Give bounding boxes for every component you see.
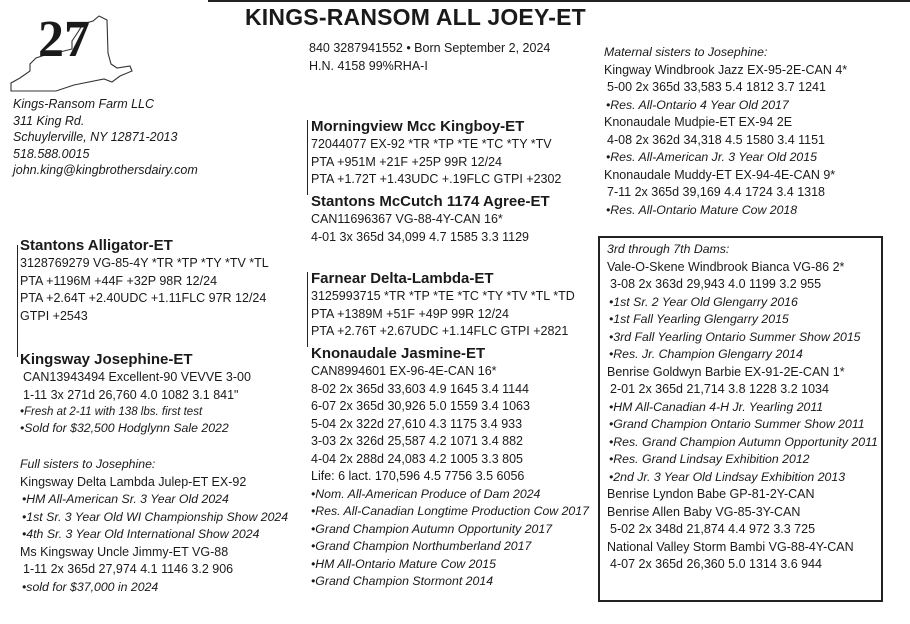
- dam-name: Kingsway Josephine-ET: [20, 351, 193, 368]
- ancestor-dam-line: 5-02 2x 348d 21,874 4.4 972 3.3 725: [610, 522, 816, 536]
- sire-sire-name: Stantons McCutch 1174 Agree-ET: [311, 193, 550, 210]
- granddam-line: Life: 6 lact. 170,596 4.5 7756 3.5 6056: [311, 469, 525, 483]
- full-sister-note: •sold for $37,000 in 2024: [22, 579, 159, 594]
- granddam-line: 4-04 2x 288d 24,083 4.2 1005 3.3 805: [311, 451, 523, 466]
- granddam-sire-line: PTA +1389M +51F +49P 99R 12/24: [311, 306, 509, 321]
- ancestor-dam-note: •2nd Jr. 3 Year Old Lindsay Exhibition 2013: [609, 469, 846, 484]
- dam-sire-line: 3128769279 VG-85-4Y *TR *TP *TY *TV *TL: [20, 256, 269, 270]
- full-sister-line: Kingsway Delta Lambda Julep-ET EX-92: [20, 474, 247, 489]
- maternal-sister-line: Knonaudale Muddy-ET EX-94-4E-CAN 9*: [604, 167, 836, 182]
- full-sister-note: •1st Sr. 3 Year Old WI Championship Show 2024: [22, 509, 289, 524]
- sire-sire-line: 4-01 3x 365d 34,099 4.7 1585 3.3 1129: [311, 229, 530, 244]
- maternal-sisters-block: [604, 44, 847, 219]
- maternal-sister-line: Knonaudale Mudpie-ET EX-94 2E: [604, 115, 793, 129]
- dams-block: [607, 241, 878, 574]
- dam-note: •Fresh at 2-11 with 138 lbs. first test: [20, 406, 203, 418]
- ancestor-dam-note: •1st Sr. 2 Year Old Glengarry 2016: [609, 294, 798, 309]
- full-sisters-block: [20, 456, 288, 596]
- full-sisters-list: [20, 474, 288, 597]
- granddam-sire-line: PTA +2.76T +2.67UDC +1.14FLC GTPI +2821: [311, 324, 569, 338]
- sire-line: PTA +1.72T +1.43UDC +.19FLC GTPI +2302: [311, 172, 562, 186]
- dam-sire-line: PTA +1196M +44F +32P 98R 12/24: [20, 273, 218, 288]
- full-sister-line: Ms Kingsway Uncle Jimmy-ET VG-88: [20, 544, 229, 559]
- granddam-line: 8-02 2x 365d 33,603 4.9 1645 3.4 1144: [311, 381, 530, 396]
- granddam-name: Knonaudale Jasmine-ET: [311, 345, 486, 362]
- full-sisters-heading: Full sisters to Josephine:: [20, 457, 156, 471]
- ancestor-dam-line: 4-07 2x 365d 26,360 5.0 1314 3.6 944: [610, 557, 822, 571]
- farm-address: [13, 96, 198, 179]
- granddam-note: •HM All-Ontario Mature Cow 2015: [311, 556, 496, 571]
- dam-note: •Sold for $32,500 Hodglynn Sale 2022: [20, 421, 229, 435]
- maternal-sister-line: 5-00 2x 365d 33,583 5.4 1812 3.7 1241: [607, 80, 826, 94]
- sire-bracket: [307, 120, 308, 195]
- dam-sire-line: GTPI +2543: [20, 308, 88, 323]
- granddam-note: •Grand Champion Stormont 2014: [311, 574, 494, 588]
- granddam-line: 6-07 2x 365d 30,926 5.0 1559 3.4 1063: [311, 399, 530, 413]
- dams-heading: 3rd through 7th Dams:: [607, 242, 730, 256]
- ancestor-dam-line: Benrise Allen Baby VG-85-3Y-CAN: [607, 504, 801, 519]
- dam-line: 1-11 3x 271d 26,760 4.0 1082 3.1 841": [23, 387, 239, 402]
- dam-sire-line: PTA +2.64T +2.40UDC +1.11FLC 97R 12/24: [20, 291, 267, 305]
- page-title: KINGS-RANSOM ALL JOEY-ET: [245, 4, 586, 30]
- sire-line: PTA +951M +21F +25P 99R 12/24: [311, 154, 502, 169]
- sire-sire-line: CAN11696367 VG-88-4Y-CAN 16*: [311, 212, 503, 226]
- dam-sire-block: [20, 236, 269, 325]
- lot-number: 27: [38, 11, 90, 68]
- maternal-sister-line: 4-08 2x 362d 34,318 4.5 1580 3.4 1151: [607, 132, 826, 147]
- maternal-sister-note: •Res. All-Ontario Mature Cow 2018: [606, 202, 798, 217]
- ancestor-dam-line: 3-08 2x 363d 29,943 4.0 1199 3.2 955: [610, 277, 822, 291]
- ancestor-dam-line: Benrise Lyndon Babe GP-81-2Y-CAN: [607, 487, 815, 501]
- granddam-sire-line: 3125993715 *TR *TP *TE *TC *TY *TV *TL *TD: [311, 289, 575, 303]
- sire-block: [311, 117, 561, 189]
- maternal-sisters-heading: Maternal sisters to Josephine:: [604, 45, 768, 59]
- ancestor-dam-line: National Valley Storm Bambi VG-88-4Y-CAN: [607, 539, 854, 554]
- granddam-line: 5-04 2x 322d 27,610 4.3 1175 3.4 933: [311, 416, 523, 431]
- maternal-sister-note: •Res. All-American Jr. 3 Year Old 2015: [606, 150, 817, 164]
- granddam-note: •Nom. All-American Produce of Dam 2024: [311, 486, 541, 501]
- ancestor-dam-note: •Res. Grand Champion Autumn Opportunity 2011: [609, 434, 878, 449]
- farm-name: Kings-Ransom Farm LLC: [13, 97, 155, 111]
- ancestor-dam-line: Vale-O-Skene Windbrook Bianca VG-86 2*: [607, 259, 845, 274]
- ancestor-dam-note: •1st Fall Yearling Glengarry 2015: [609, 312, 789, 326]
- farm-city: Schuylerville, NY 12871-2013: [13, 130, 178, 144]
- farm-phone: 518.588.0015: [13, 146, 90, 161]
- sire-sire-block: [311, 192, 550, 246]
- full-sister-note: •HM All-American Sr. 3 Year Old 2024: [22, 492, 229, 506]
- ancestor-dam-note: •3rd Fall Yearling Ontario Summer Show 2015: [609, 329, 861, 344]
- farm-email: john.king@kingbrothersdairy.com: [13, 163, 198, 177]
- header-rule: [208, 0, 910, 2]
- full-sister-note: •4th Sr. 3 Year Old International Show 2024: [22, 527, 260, 541]
- sire-line: 72044077 EX-92 *TR *TP *TE *TC *TY *TV: [311, 137, 552, 151]
- granddam-note: •Grand Champion Autumn Opportunity 2017: [311, 521, 553, 536]
- granddam-line: CAN8994601 EX-96-4E-CAN 16*: [311, 364, 497, 378]
- sire-name: Morningview Mcc Kingboy-ET: [311, 118, 525, 135]
- animal-info: [309, 40, 550, 75]
- ancestor-dam-note: •HM All-Canadian 4-H Jr. Yearling 2011: [609, 399, 824, 414]
- ancestor-dam-note: •Grand Champion Ontario Summer Show 2011: [609, 417, 865, 431]
- granddam-sire-bracket: [307, 272, 308, 347]
- dam-block: [20, 350, 251, 438]
- maternal-sister-line: Kingway Windbrook Jazz EX-95-2E-CAN 4*: [604, 62, 848, 77]
- dam-sire-name: Stantons Alligator-ET: [20, 237, 173, 254]
- granddam-sire-block: [311, 269, 575, 341]
- dams-list: [607, 259, 878, 574]
- farm-street: 311 King Rd.: [13, 113, 85, 128]
- full-sister-line: 1-11 2x 365d 27,974 4.1 1146 3.2 906: [23, 562, 234, 576]
- maternal-sister-line: 7-11 2x 365d 39,169 4.4 1724 3.4 1318: [607, 185, 826, 199]
- animal-id-birth: 840 3287941552 • Born September 2, 2024: [309, 41, 551, 55]
- ancestor-dam-note: •Res. Jr. Champion Glengarry 2014: [609, 347, 803, 361]
- ancestor-dam-note: •Res. Grand Lindsay Exhibition 2012: [609, 452, 810, 466]
- dam-line: CAN13943494 Excellent-90 VEVVE 3-00: [23, 370, 251, 384]
- ancestor-dam-line: Benrise Goldwyn Barbie EX-91-2E-CAN 1*: [607, 364, 845, 379]
- dam-sire-bracket: [17, 245, 18, 357]
- maternal-sister-note: •Res. All-Ontario 4 Year Old 2017: [606, 97, 789, 112]
- granddam-line: 3-03 2x 326d 25,587 4.2 1071 3.4 882: [311, 434, 523, 448]
- granddam-block: [311, 344, 589, 591]
- animal-hn: H.N. 4158 99%RHA-I: [309, 58, 428, 73]
- granddam-note: •Grand Champion Northumberland 2017: [311, 539, 532, 553]
- maternal-sisters-list: [604, 62, 847, 220]
- granddam-sire-name: Farnear Delta-Lambda-ET: [311, 270, 494, 287]
- granddam-note: •Res. All-Canadian Longtime Production Cow 2017: [311, 504, 589, 518]
- ancestor-dam-line: 2-01 2x 365d 21,714 3.8 1228 3.2 1034: [610, 382, 829, 396]
